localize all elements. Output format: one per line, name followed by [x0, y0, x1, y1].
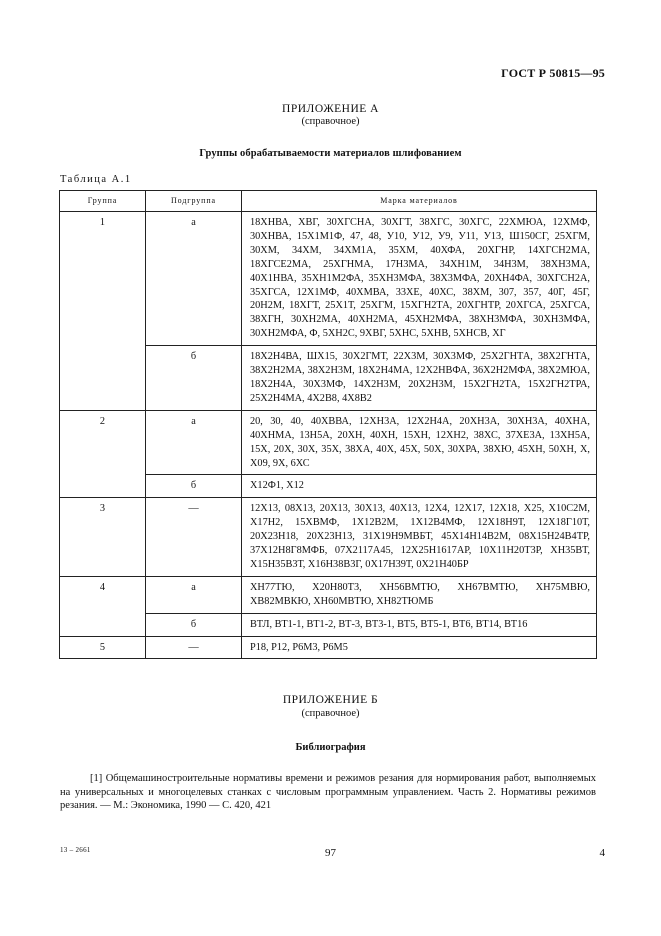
- table-label: Таблица А.1: [60, 174, 132, 185]
- materials-cell: ВТЛ, ВТ1-1, ВТ1-2, ВТ-3, ВТ3-1, ВТ5, ВТ5-1, ВТ6, ВТ14, ВТ16: [242, 613, 597, 636]
- group-cell: 5: [60, 636, 146, 659]
- subgroup-cell: —: [146, 636, 242, 659]
- subgroup-cell: а: [146, 576, 242, 613]
- group-cell: 2: [60, 410, 146, 498]
- standard-number: ГОСТ Р 50815—95: [501, 66, 605, 80]
- table-row: [60, 498, 597, 577]
- materials-cell: Р18, Р12, Р6М3, Р6М5: [242, 636, 597, 659]
- column-header-group: Группа: [60, 191, 146, 212]
- appendix-b-subtitle: (справочное): [301, 708, 360, 719]
- materials-cell: Х12Ф1, Х12: [242, 475, 597, 498]
- table-row: [60, 636, 597, 659]
- appendix-a-heading: Группы обрабатываемости материалов шлифованием: [199, 148, 462, 159]
- page-number: 97: [325, 847, 336, 859]
- appendix-b-title: ПРИЛОЖЕНИЕ Б: [282, 694, 379, 706]
- bibliography-entry: [1] Общемашиностроительные нормативы времени и режимов резания для нормирования работ, выполняемых на универсальных и многоцелевых станках с числовым программным управлением. Часть 2. Нормативы режимов резания. — М.: Экономика, 1990 — С. 420, 421: [60, 773, 596, 812]
- subgroup-cell: б: [146, 475, 242, 498]
- group-cell: 3: [60, 498, 146, 577]
- materials-cell: ХН77ТЮ, Х20Н80Т3, ХН56ВМТЮ, ХН67ВМТЮ, ХН75МВЮ, ХВ82МВКЮ, ХН60МВТЮ, ХН82ТЮМБ: [242, 576, 597, 613]
- materials-table: [59, 190, 597, 659]
- subgroup-cell: —: [146, 498, 242, 577]
- subgroup-cell: а: [146, 212, 242, 346]
- materials-cell: 20, 30, 40, 40ХВВА, 12ХН3А, 12Х2Н4А, 20ХН3А, 30ХН3А, 40ХНА, 40ХНМА, 13Н5А, 20ХН, 40ХН, 15ХН, 12ХН2, 38ХС, 37ХЕ3А, 13ХН5А, 15Х, 20Х, 30Х, 35Х, 38ХА, 40Х, 45Х, 50Х, 30ХРА, 38ХЮ, 45ХН, 50ХН, Х, Х09, 9Х, 6ХС: [242, 410, 597, 475]
- print-code: 13 – 2661: [60, 846, 91, 854]
- subgroup-cell: б: [146, 346, 242, 411]
- table-header-row: [60, 191, 597, 212]
- appendix-a-title: ПРИЛОЖЕНИЕ А: [282, 103, 379, 115]
- column-header-subgroup: Подгруппа: [146, 191, 242, 212]
- subgroup-cell: б: [146, 613, 242, 636]
- materials-cell: 18Х2Н4ВА, ШХ15, 30Х2ГМТ, 22Х3М, 30Х3МФ, 25Х2ГНТА, 38Х2ГНТА, 38Х2Н2МА, 38Х2Н3М, 18Х2Н4МА, 12Х2НВФА, 36Х2Н2МФА, 38Х2МЮА, 18Х2Н4А, 30Х3МФ, 14Х2Н3М, 20Х2Н3М, 15Х2ГН2ТА, 15Х2ГН2ТРА, 25Х2Н4МА, 4Х2В8, 4Х8В2: [242, 346, 597, 411]
- materials-cell: 18ХНВА, ХВГ, 30ХГСНА, 30ХГТ, 38ХГС, 30ХГС, 22ХМЮА, 12ХМФ, 30ХНВА, 15Х1М1Ф, 47, 48, У10, У12, У9, У11, У13, Ш150СГ, 25ХГМ, 30ХМ, 34ХМ, 34ХМ1А, 35ХМ, 40ХФА, 20ХГНР, 14ХГСН2МА, 18ХГСЕ2МА, 25ХГНМА, 17Н3МА, 34ХН1М, 34Н3М, 38ХН3МА, 40Х1НВА, 35ХН1М2ФА, 35ХН3МФА, 38Х3МФА, 20ХН4ФА, 30ХГСН2А, 35ХГСА, 12Х1МФ, 40ХМВА, 33ХЕ, 40ХС, 38ХМ, 307, 357, 40Г, 45Г, 20Н2М, 18ХГТ, 25Х1Т, 25ХГМ, 15ХГН2ТА, 20ХГНТР, 20ХГСА, 25ХГСА, 38ХГН, 30ХН2МА, 40ХН2МА, 45ХН2МФА, 38ХН3МФА, 30ХН3МФА, 30ХН2МФА, Ф, 5ХН2С, 9ХВГ, 5ХНС, 5ХНВ, 5ХНСВ, ХГ: [242, 212, 597, 346]
- subgroup-cell: а: [146, 410, 242, 475]
- table-row: [60, 410, 597, 475]
- column-header-materials: Марка материалов: [242, 191, 597, 212]
- bibliography-heading: Библиография: [295, 742, 366, 753]
- sheet-number: 4: [599, 847, 605, 859]
- group-cell: 4: [60, 576, 146, 636]
- materials-cell: 12Х13, 08Х13, 20Х13, 30Х13, 40Х13, 12Х4, 12Х17, 12Х18, Х25, Х10С2М, Х17Н2, 15ХВМФ, 1Х12В2М, 1Х12В4МФ, 12Х18Н9Т, 12Х18Г10Т, 20Х23Н18, 20Х23Н13, 31Х19Н9МВБТ, 45Х14Н14В2М, 08Х15Н24В4ТР, 37Х12Н8Г8МФБ, 07Х2117А45, 12Х25Н1617АР, 10Х11Н20Т3Р, ХН35ВТ, Х15Н35В3Т, Х16Н38В3Г, 0Х17Н39Т, 0Х21Н40БР: [242, 498, 597, 577]
- table-row: [60, 576, 597, 613]
- table-row: [60, 212, 597, 346]
- appendix-a-subtitle: (справочное): [301, 116, 360, 127]
- group-cell: 1: [60, 212, 146, 411]
